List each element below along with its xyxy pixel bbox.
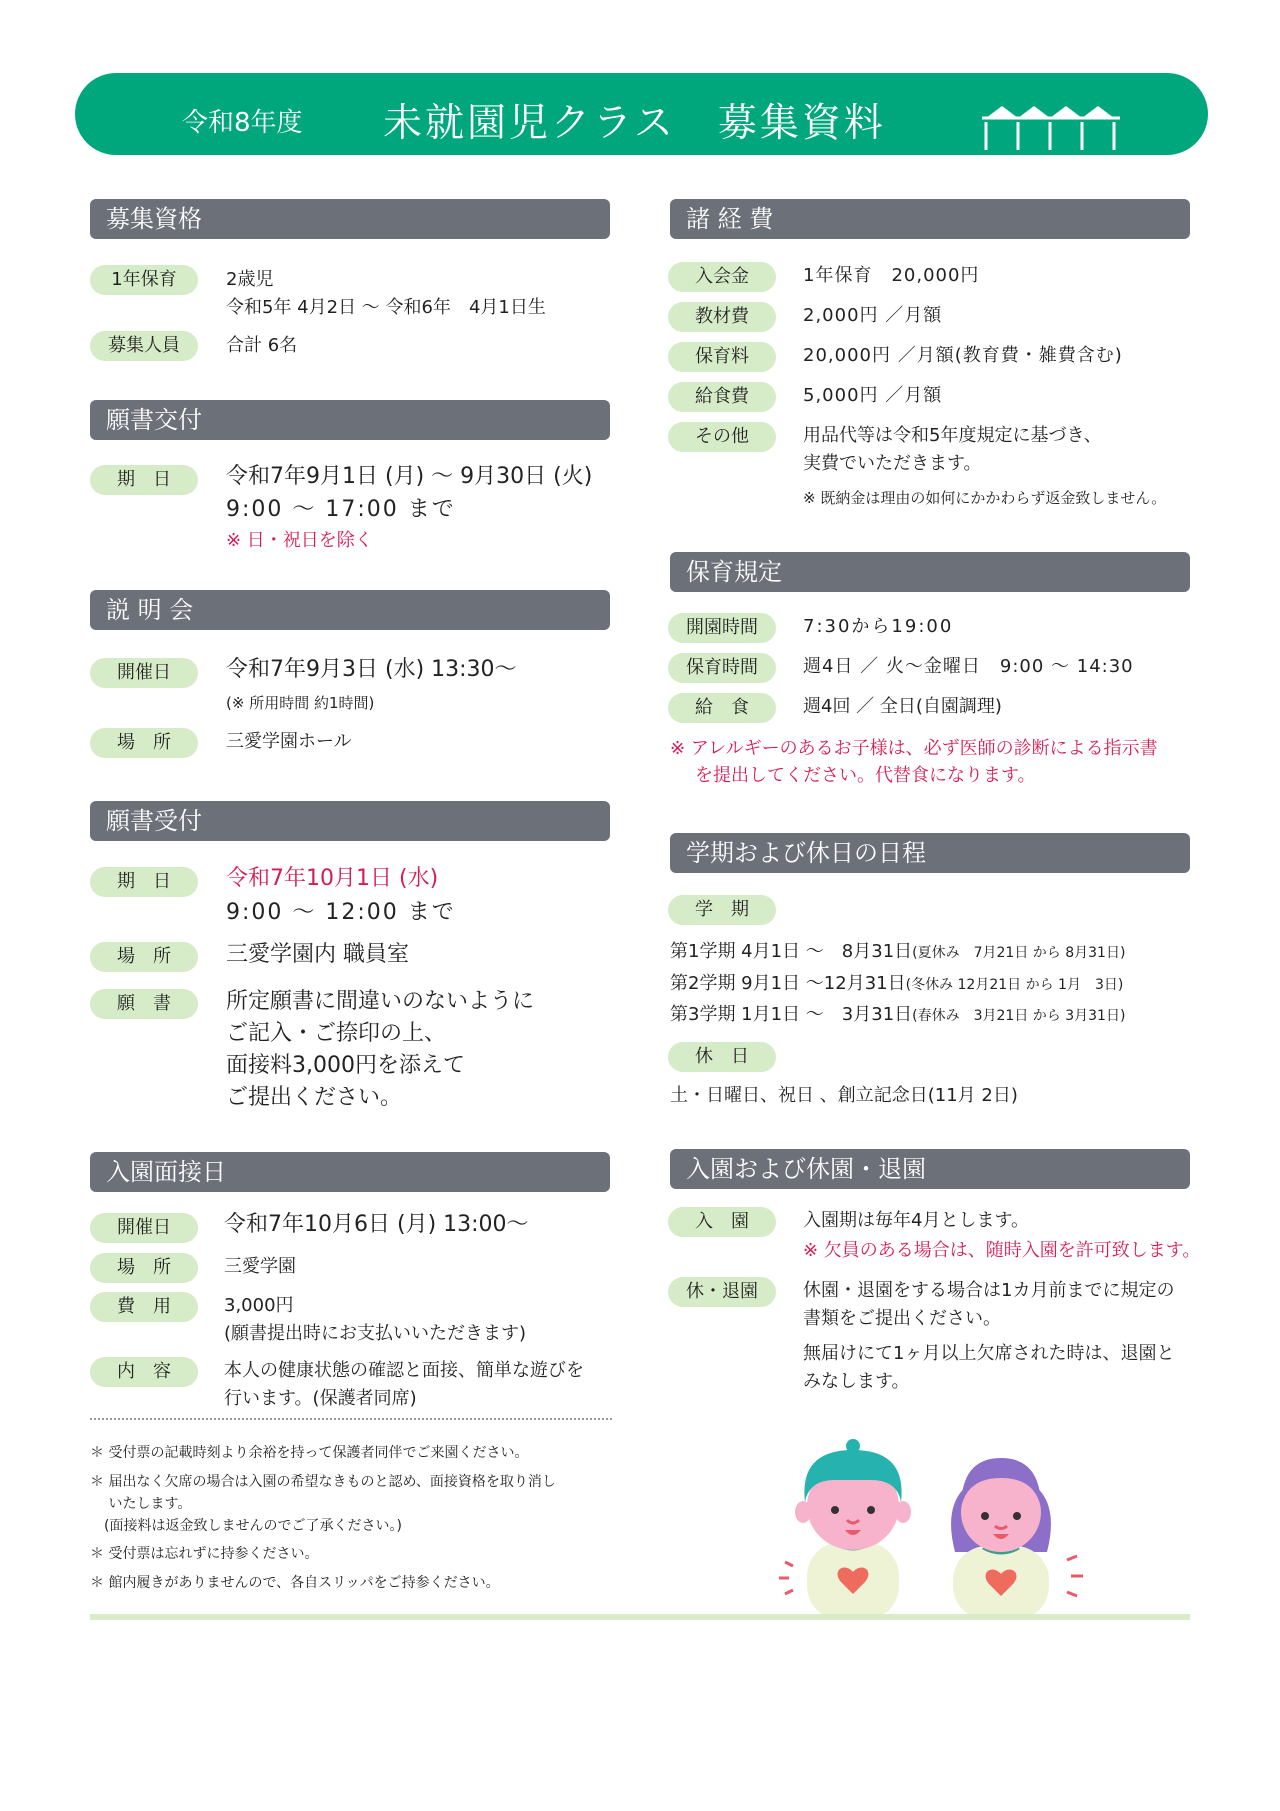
label-pill: 入会金 [668,262,776,292]
term-line [670,938,1125,966]
child-girl-illustration [951,1458,1083,1620]
label-pill: 場 所 [90,728,198,758]
rule-value: 週4回 ／ 全日(自園調理) [803,696,1002,717]
leave-text: 書類をご提出ください。 [803,1308,1001,1329]
allergy-note: ※ アレルギーのあるお子様は、必ず医師の診断による指示書 [670,738,1158,759]
term-line [670,970,1123,998]
time-text: 9:00 〜 12:00 まで [226,900,456,925]
place-text: 三愛学園内 職員室 [226,942,409,967]
enter-note: ※ 欠員のある場合は、随時入園を許可致します。 [803,1240,1201,1261]
fee-value: 5,000円 ／月額 [803,385,943,406]
term-main: 第1学期 4月1日 〜 8月31日 [670,941,913,962]
label-pill: 願 書 [90,989,198,1019]
doc-line: 面接料3,000円を添えて [226,1053,465,1078]
label-pill: 費 用 [90,1292,198,1322]
label-pill: 場 所 [90,1253,198,1283]
fee-note: (願書提出時にお支払いいただきます) [224,1323,527,1344]
date-text: 令和7年10月1日 (水) [226,866,439,891]
child-boy-illustration [779,1439,911,1620]
label-pill: 入 園 [668,1207,776,1237]
page-title: 未就園児クラス 募集資料 [383,101,886,146]
note-line: (面接料は返金致しませんのでご了承ください。) [90,1518,402,1534]
note-line: ＊ 受付票の記載時刻より余裕を持って保護者同伴でご来園ください。 [90,1445,529,1461]
fee-value-cont: 実費でいただきます。 [803,453,982,474]
label-pill: 給食費 [668,382,776,412]
content-text: 本人の健康状態の確認と面接、簡単な遊びを [224,1360,584,1381]
term-main: 第2学期 9月1日 〜12月31日 [670,973,906,994]
note-line: ＊ 館内履きがありませんので、各自スリッパをご持参ください。 [90,1575,500,1591]
footer-line [90,1614,1190,1620]
leave-text: 無届けにて1ヶ月以上欠席された時は、退園と [803,1343,1175,1364]
label-pill: 1年保育 [90,265,198,295]
capacity-text: 合計 6名 [226,335,298,356]
fee-value: 用品代等は令和5年度規定に基づき、 [803,425,1102,446]
place-text: 三愛学園 [224,1256,296,1277]
allergy-note: を提出してください。代替食になります。 [695,765,1036,786]
section-header-boshu-shikaku: 募集資格 [90,199,610,239]
section-header-gakki: 学期および休日の日程 [670,833,1190,873]
section-header-shokeihi: 諸 経 費 [670,199,1190,239]
section-header-nyuen: 入園および休園・退園 [670,1149,1190,1189]
note-text: (※ 所用時間 約1時間) [226,694,375,712]
house-row-icon [980,104,1130,152]
header-year: 令和8年度 [182,108,303,138]
doc-line: 所定願書に間違いのないように [226,989,535,1014]
enter-text: 入園期は毎年4月とします。 [803,1210,1030,1231]
note-line: ＊ 届出なく欠席の場合は入園の希望なきものと認め、面接資格を取り消し [90,1474,556,1490]
label-pill: 期 日 [90,465,198,495]
fee-value: 2,000円 ／月額 [803,305,943,326]
label-pill: 教材費 [668,302,776,332]
label-pill: 募集人員 [90,331,198,361]
date-text: 令和7年9月3日 (水) 13:30〜 [226,657,517,682]
label-pill: 開催日 [90,658,198,688]
divider [90,1418,612,1420]
note-line: いたします。 [90,1496,192,1512]
rule-value: 7:30から19:00 [803,616,954,637]
label-pill: 内 容 [90,1357,198,1387]
section-header-gansho-uketsuke: 願書受付 [90,801,610,841]
label-pill: 期 日 [90,867,198,897]
place-text: 三愛学園ホール [226,731,352,752]
term-vacation: (春休み 3月21日 から 3月31日) [912,1008,1126,1024]
section-header-hoiku-kitei: 保育規定 [670,552,1190,592]
fee-value: 1年保育 20,000円 [803,265,980,286]
label-pill: 保育時間 [668,653,776,683]
label-pill: 保育料 [668,342,776,372]
label-pill: 場 所 [90,942,198,972]
children-illustration [775,1432,1095,1620]
term-vacation: (冬休み 12月21日 から 1月 3日) [905,977,1124,993]
note-line: ＊ 受付票は忘れずに持参ください。 [90,1546,319,1562]
holiday-text: 土・日曜日、祝日 、創立記念日(11月 2日) [670,1085,1018,1106]
time-text: 9:00 〜 17:00 まで [226,497,456,522]
term-main: 第3学期 1月1日 〜 3月31日 [670,1004,913,1025]
leave-text: 休園・退園をする場合は1カ月前までに規定の [803,1280,1175,1301]
label-pill: その他 [668,422,776,452]
refund-note: ※ 既納金は理由の如何にかかわらず返金致しません。 [803,489,1167,507]
label-pill: 開園時間 [668,613,776,643]
fee-value: 20,000円 ／月額(教育費・雑費含む) [803,345,1123,366]
label-pill: 給 食 [668,693,776,723]
rule-value: 週4日 ／ 火〜金曜日 9:00 〜 14:30 [803,656,1134,677]
section-header-mensetsu: 入園面接日 [90,1152,610,1192]
fee-text: 3,000円 [224,1295,294,1316]
note-text: ※ 日・祝日を除く [226,530,373,551]
age-text: 2歳児 [226,269,274,290]
label-pill: 開催日 [90,1213,198,1243]
label-pill: 学 期 [668,895,776,925]
content-text: 行います。(保護者同席) [224,1388,417,1409]
leave-text: みなします。 [803,1371,910,1392]
birth-range-text: 令和5年 4月2日 〜 令和6年 4月1日生 [226,297,546,318]
term-line [670,1001,1125,1029]
date-text: 令和7年9月1日 (月) 〜 9月30日 (火) [226,464,593,489]
doc-line: ご提出ください。 [226,1085,403,1110]
doc-line: ご記入・ご捺印の上、 [226,1021,447,1046]
section-header-setsumeikai: 説 明 会 [90,590,610,630]
label-pill: 休・退園 [668,1277,776,1307]
date-text: 令和7年10月6日 (月) 13:00〜 [224,1212,529,1237]
section-header-gansho-kofu: 願書交付 [90,400,610,440]
label-pill: 休 日 [668,1042,776,1072]
term-vacation: (夏休み 7月21日 から 8月31日) [912,945,1126,961]
